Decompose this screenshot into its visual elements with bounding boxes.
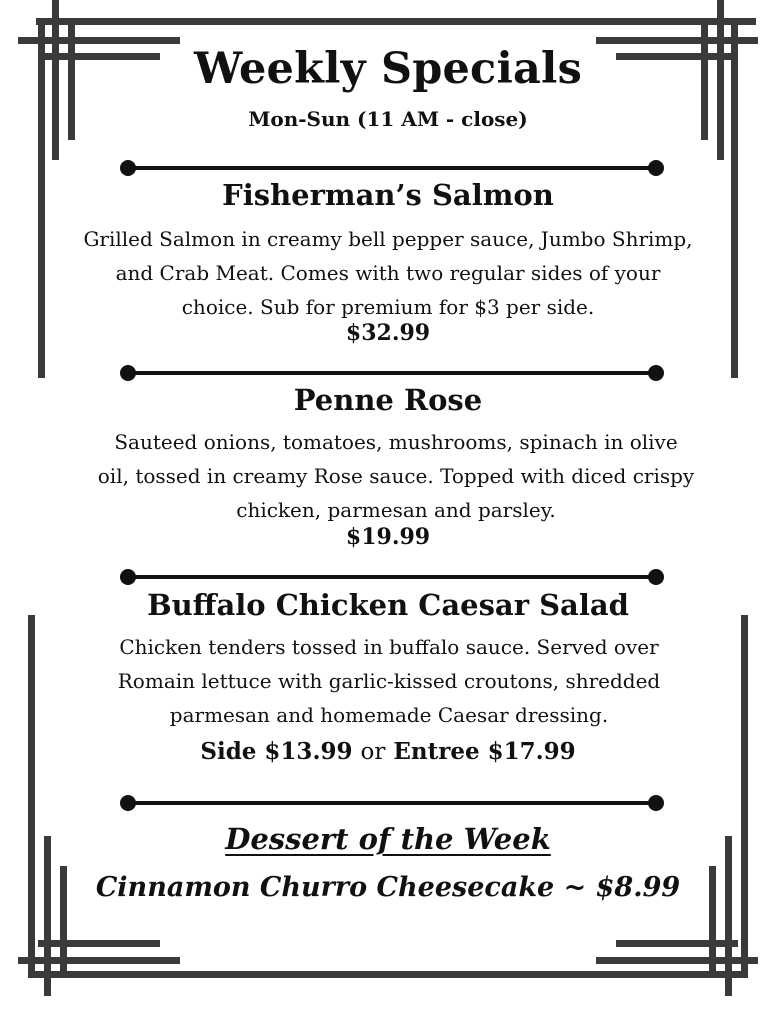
price-or: or [360,739,386,765]
dessert-heading: Dessert of the Week [225,822,551,856]
divider [120,365,664,381]
item-name: Penne Rose [293,383,483,417]
divider [120,795,664,811]
item-name: Buffalo Chicken Caesar Salad [147,588,629,622]
item-price: $19.99 [345,524,431,550]
item-description: Grilled Salmon in creamy bell pepper sauce, Jumbo Shrimp, and Crab Meat. Comes with two regular sides of your choice. Sub for premium for $3 per side. [83,227,693,319]
dessert-item: Cinnamon Churro Cheesecake ~ $8.99 [95,872,681,903]
entree-price: Entree $17.99 [393,738,576,765]
item-description: Chicken tenders tossed in buffalo sauce. Served over Romain lettuce with garlic-kissed croutons, shredded parmesan and homemade Caesar dressing. [117,635,661,727]
page-title: Weekly Specials [194,44,582,94]
side-price: Side $13.99 [200,738,353,765]
item-price [0,738,776,765]
divider [120,160,664,176]
item-price: $32.99 [345,320,431,346]
divider [120,569,664,585]
item-description: Sauteed onions, tomatoes, mushrooms, spinach in olive oil, tossed in creamy Rose sauce. Topped with diced crispy chicken, parmesan and parsley. [97,430,695,522]
item-name: Fisherman’s Salmon [222,178,554,212]
hours-subtitle: Mon-Sun (11 AM - close) [248,107,528,131]
